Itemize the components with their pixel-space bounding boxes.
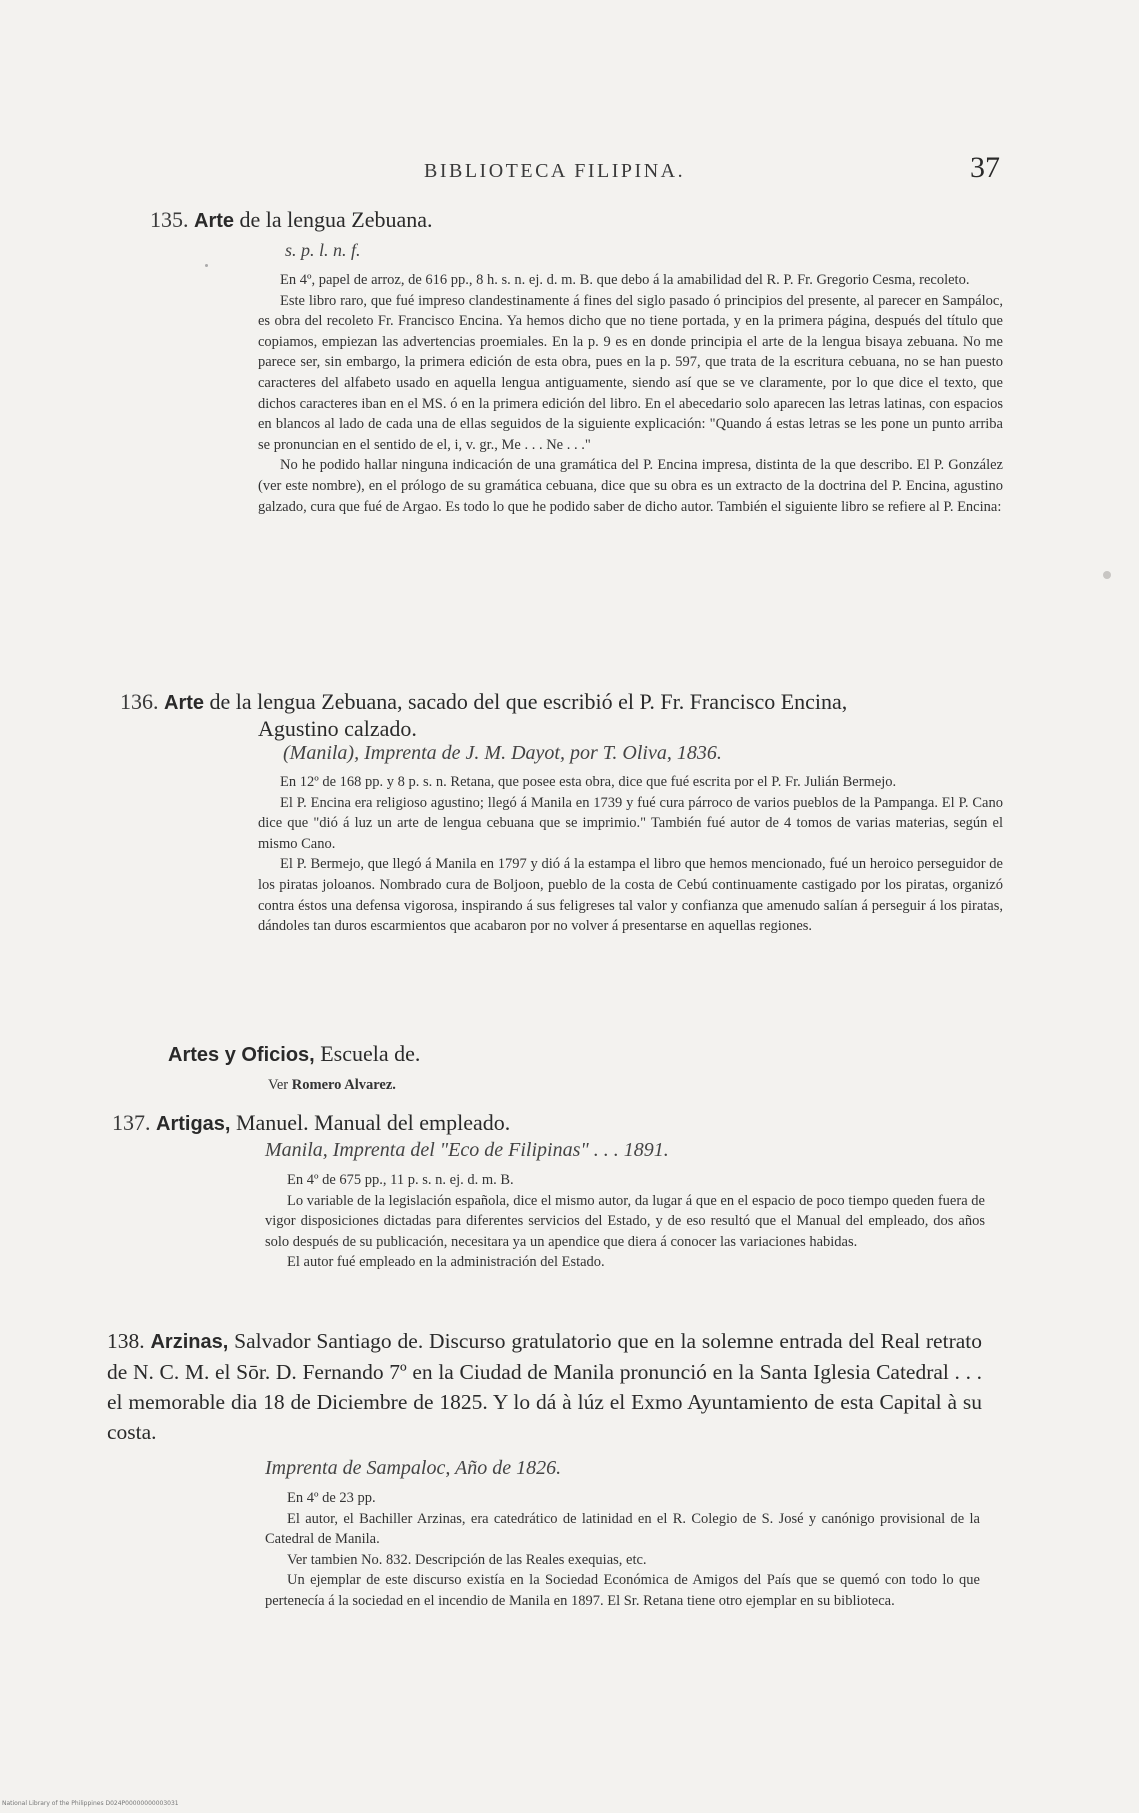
paper-spot — [1103, 571, 1111, 579]
entry-135-body — [258, 270, 1003, 517]
entry-keyword: Arte — [194, 210, 235, 232]
entry-paragraph: El P. Encina era religioso agustino; llegó á Manila en 1739 y fué cura párroco de varios pueblos de la Pampanga. El P. Cano dice que "dió á luz un arte de lengua cebuana que se imprimio." También fué autor de 4 tomos de varias materias, según el mismo Cano. — [258, 794, 1003, 852]
entry-paragraph: En 12º de 168 pp. y 8 p. s. n. Retana, que posee esta obra, dice que fué escrita por el P. Fr. Julián Bermejo. — [280, 774, 897, 790]
entry-keyword: Arte — [164, 692, 205, 714]
entry-keyword: Artes y Oficios, — [168, 1044, 315, 1066]
speck — [205, 264, 208, 267]
entry-paragraph: En 4º, papel de arroz, de 616 pp., 8 h. s. n. ej. d. m. B. que debo á la amabilidad del R. P. Fr. Gregorio Cesma, recoleto. — [280, 272, 970, 288]
entry-135-imprint: s. p. l. n. f. — [285, 240, 361, 260]
entry-number: 135. — [150, 207, 189, 232]
entry-137-heading — [112, 1109, 510, 1138]
entry-title: Escuela de. — [314, 1041, 421, 1066]
entry-136-imprint: (Manila), Imprenta de J. M. Dayot, por T. Oliva, 1836. — [283, 742, 722, 764]
entry-paragraph: No he podido hallar ninguna indicación de una gramática del P. Encina impresa, distinta de la que describo. El P. González (ver este nombre), en el prólogo de su gramática cebuana, dice que su obra es un extracto de la doctrina del P. Encina, agustino galzado, cura que fué de Argao. Es todo lo que he podido saber de dicho autor. También el siguiente libro se refiere al P. Encina: — [258, 457, 1003, 515]
entry-number: 138. — [107, 1329, 145, 1353]
entry-title: de la lengua Zebuana, sacado del que escribió el P. Fr. Francisco Encina, — [204, 689, 848, 714]
entry-artes-heading — [168, 1040, 420, 1069]
entry-number: 137. — [112, 1110, 151, 1135]
running-head: BIBLIOTECA FILIPINA. — [424, 160, 686, 182]
entry-137-body — [265, 1170, 985, 1273]
entry-138-heading — [107, 1326, 982, 1447]
entry-title: Manuel. Manual del empleado. — [230, 1110, 511, 1135]
entry-136-body — [258, 772, 1003, 937]
see-label: Ver — [268, 1077, 292, 1093]
entry-138-body — [265, 1488, 980, 1612]
see-reference: Romero Alvarez. — [291, 1077, 396, 1093]
entry-paragraph: Ver tambien No. 832. Descripción de las Reales exequias, etc. — [287, 1551, 647, 1568]
entry-paragraph: Un ejemplar de este discurso existía en la Sociedad Económica de Amigos del País que se quemó con todo lo que pertenecía á la sociedad en el incendio de Manila en 1897. El Sr. Retana tiene otro ejemplar en su biblioteca. — [265, 1572, 980, 1609]
entry-keyword: Arzinas, — [150, 1331, 229, 1353]
entry-keyword: Artigas, — [156, 1113, 231, 1135]
entry-number: 136. — [120, 689, 159, 714]
entry-paragraph: Este libro raro, que fué impreso clandestinamente á fines del siglo pasado ó principios del presente, al parecer en Sampáloc, es obra del recoleto Fr. Francisco Encina. Ya hemos dicho que no tiene portada, y en la primera página, después del título que copiamos, empiezan las advertencias proemiales. En la p. 9 es en donde principia el arte de la lengua bisaya zebuana. No me parece ser, sin embargo, la primera edición de esta obra, pues en la p. 597, que trata de la escritura cebuana, no se han puesto caracteres del alfabeto usado en aquella lengua antiguamente, siendo así que se ve claramente, por lo que dice el texto, que dichos caracteres iban en el MS. ó en la primera edición del libro. En el abecedario solo aparecen las letras latinas, con espacios en blancos al lado de cada una de ellas seguidos de la siguiente explicación: "Quando á estas letras se les pone un punto arriba se pronuncian en el sentido de el, i, v. gr., Me . . . Ne . . ." — [258, 292, 1003, 453]
entry-135-heading — [150, 206, 433, 235]
entry-138-imprint: Imprenta de Sampaloc, Año de 1826. — [265, 1457, 562, 1479]
entry-paragraph: El autor fué empleado en la administración del Estado. — [287, 1254, 605, 1271]
entry-paragraph: El P. Bermejo, que llegó á Manila en 1797 y dió á la estampa el libro que hemos mencionado, fué un heroico perseguidor de los piratas joloanos. Nombrado cura de Boljoon, pueblo de la costa de Cebú continuamente castigado por los piratas, organizó contra éstos una defensa vigorosa, inspirando á sus feligreses tal valor y confianza que amenudo salían á perseguir á los piratas, dándoles tan duros escarmientos que acabaron por no volver á presentarse en aquellas regiones. — [258, 856, 1003, 935]
entry-136-heading — [120, 688, 847, 717]
entry-title: de la lengua Zebuana. — [234, 207, 433, 232]
entry-paragraph: Lo variable de la legislación española, dice el mismo autor, da lugar á que en el espacio de poco tiempo queden fuera de vigor disposiciones dictadas para diferentes servicios del Estado, y de eso resultó que el Manual del empleado, dos años solo después de su publicación, necesitara ya un apendice que diera á conocer las variaciones habidas. — [265, 1192, 985, 1250]
page-number: 37 — [970, 151, 1000, 184]
entry-paragraph: En 4º de 675 pp., 11 p. s. n. ej. d. m. B. — [287, 1172, 514, 1188]
entry-paragraph: El autor, el Bachiller Arzinas, era catedrático de latinidad en el R. Colegio de S. José y canónigo provisional de la Catedral de Manila. — [265, 1510, 980, 1548]
entry-136-title-cont: Agustino calzado. — [258, 716, 417, 741]
entry-artes-see — [268, 1075, 868, 1096]
entry-title: Salvador Santiago de. Discurso gratulatorio que en la solemne entrada del Real retrato de N. C. M. el Sōr. D. Fernando 7º en la Ciudad de Manila pronunció en la Santa Iglesia Catedral . . . el memorable dia 18 de Diciembre de 1825. Y lo dá à lúz el Exmo Ayuntamiento de esta Capital à su costa. — [107, 1329, 982, 1444]
scan-source-line: National Library of the Philippines D024P00000000003031 — [2, 1800, 179, 1807]
entry-137-imprint: Manila, Imprenta del "Eco de Filipinas" . . . 1891. — [265, 1139, 669, 1161]
entry-paragraph: En 4º de 23 pp. — [287, 1490, 376, 1506]
